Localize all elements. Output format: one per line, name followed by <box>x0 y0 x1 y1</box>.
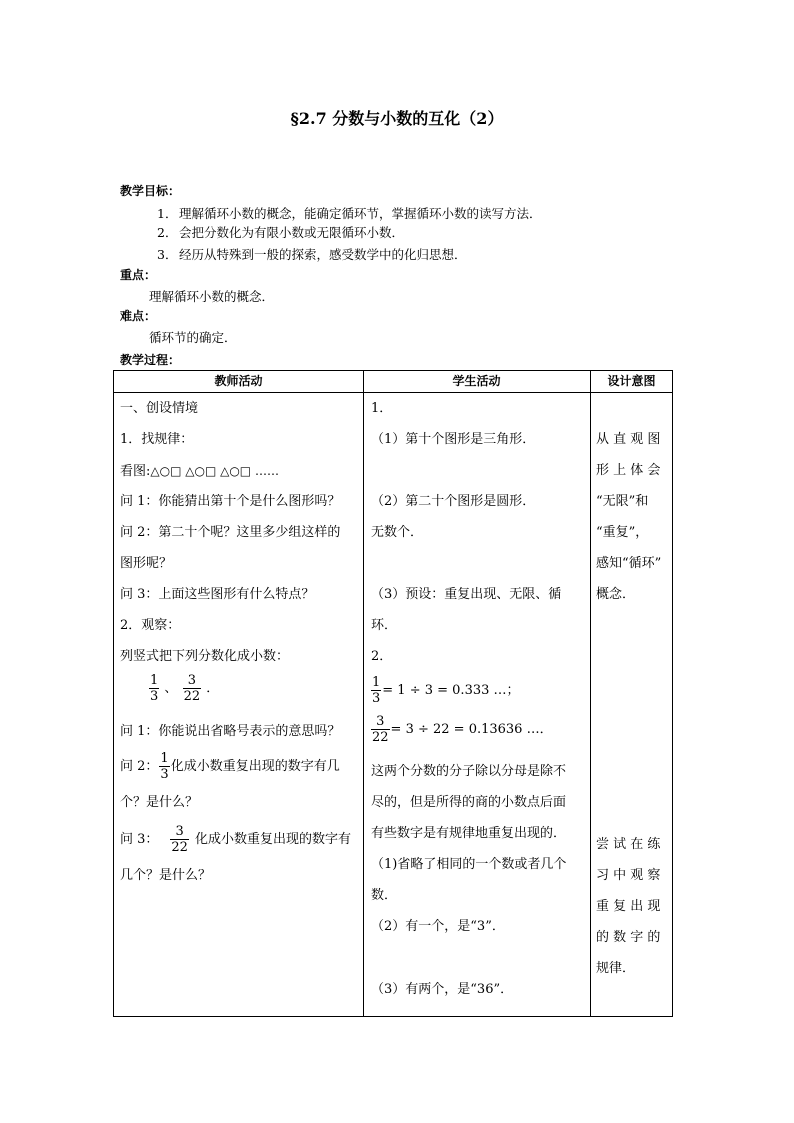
objective-number: 1． <box>157 206 178 221</box>
design-line: 感知“循环” <box>596 556 662 571</box>
student-line: （1）第十个图形是三角形． <box>371 432 536 447</box>
fraction-list <box>148 673 219 704</box>
student-equation <box>370 714 553 745</box>
teacher-line: 列竖式把下列分数化成小数： <box>120 649 290 664</box>
design-line: “无限”和 <box>596 494 649 509</box>
objective-number: 3． <box>157 247 178 262</box>
student-line: 1． <box>371 401 393 416</box>
student-line: 2． <box>371 649 393 664</box>
header-teacher: 教师活动 <box>214 374 263 388</box>
design-line: “重复”， <box>596 525 649 540</box>
objective-item <box>157 204 542 222</box>
teacher-line: 问 3：上面这些图形有什么特点？ <box>120 587 315 602</box>
header-design: 设计意图 <box>607 374 656 388</box>
question-prefix: 问 3： <box>120 832 159 847</box>
column-divider <box>590 371 591 1016</box>
column-divider <box>363 371 364 1016</box>
design-line: 习 中 观 察 <box>596 868 661 883</box>
separator: 、 <box>164 681 178 696</box>
teacher-line: 几个？是什么？ <box>120 868 212 883</box>
design-line: 重 复 出 现 <box>596 899 661 914</box>
difficulty-label: 难点： <box>120 309 157 323</box>
lesson-table <box>113 370 673 1017</box>
design-line: 的 数 字 的 <box>596 930 661 945</box>
teacher-line: 问 2：第二十个呢？这里多少组这样的 <box>120 525 341 540</box>
student-line: 数． <box>371 888 398 903</box>
equation-text: = 3 ÷ 22 = 0.13636 …． <box>390 722 553 737</box>
teacher-line: 问 1：你能说出省略号表示的意思吗？ <box>120 724 341 739</box>
teacher-line: 图形呢？ <box>120 556 173 571</box>
design-line: 形 上 体 会 <box>596 463 661 478</box>
student-line: 尽的，但是所得的商的小数点后面 <box>371 795 567 810</box>
student-line: （3）有两个，是“36”． <box>371 982 514 997</box>
teacher-line <box>120 751 340 782</box>
objective-text: 理解循环小数的概念，能确定循环节，掌握循环小数的读写方法． <box>179 206 542 221</box>
student-line: 无数个． <box>371 525 424 540</box>
question-text: 化成小数重复出现的数字有 <box>194 832 351 847</box>
student-line: （2）第二十个图形是圆形． <box>371 494 536 509</box>
student-line: 有些数字是有规律地重复出现的． <box>371 826 567 841</box>
fraction: $\frac{3}{22}$ <box>372 714 389 745</box>
process-label: 教学过程： <box>120 353 181 367</box>
design-line: 尝 试 在 练 <box>596 837 661 852</box>
student-equation <box>370 675 520 706</box>
teacher-line: 1．找规律： <box>120 432 194 447</box>
objectives-label: 教学目标： <box>120 184 181 198</box>
teacher-line <box>120 462 279 481</box>
equation-text: = 1 ÷ 3 = 0.333 …； <box>382 683 520 698</box>
end-mark: ． <box>206 681 220 696</box>
design-line: 概念． <box>596 587 636 602</box>
fraction: $\frac{3}{22}$ <box>171 824 188 855</box>
objective-text: 会把分数化为有限小数或无限循环小数． <box>179 225 405 240</box>
student-line: （2）有一个，是“3”． <box>371 919 505 934</box>
teacher-line-prefix: 看图: <box>120 464 151 479</box>
shape-sequence: △○□ △○□ △○□ …… <box>150 464 279 478</box>
key-point-label: 重点： <box>120 268 157 282</box>
question-prefix: 问 2： <box>120 759 159 774</box>
teacher-line: 2．观察： <box>120 618 181 633</box>
student-line: （3）预设：重复出现、无限、循 <box>371 587 562 602</box>
teacher-line: 一、创设情境 <box>120 401 199 416</box>
fraction: $\frac{1}{3}$ <box>150 673 159 704</box>
objective-item <box>157 245 467 263</box>
question-text: 化成小数重复出现的数字有几 <box>170 759 340 774</box>
objective-text: 经历从特殊到一般的探索，感受数学中的化归思想． <box>179 247 467 262</box>
header-divider <box>114 392 672 393</box>
page-title: §2.7 分数与小数的互化（2） <box>290 109 504 128</box>
teacher-line <box>120 824 351 855</box>
design-line: 从 直 观 图 <box>596 432 661 447</box>
fraction: $\frac{1}{3}$ <box>160 751 169 782</box>
student-line: （1)省略了相同的一个数或者几个 <box>371 857 567 872</box>
difficulty-text: 循环节的确定． <box>149 330 237 345</box>
student-line: 这两个分数的分子除以分母是除不 <box>371 764 567 779</box>
fraction: $\frac{3}{22}$ <box>183 673 201 704</box>
header-student: 学生活动 <box>452 374 501 388</box>
key-point-text: 理解循环小数的概念． <box>149 289 275 304</box>
fraction: $\frac{1}{3}$ <box>372 675 381 706</box>
objective-number: 2． <box>157 225 178 240</box>
design-line: 规律． <box>596 961 636 976</box>
teacher-line: 问 1：你能猜出第十个是什么图形吗？ <box>120 494 341 509</box>
teacher-line: 个？是什么？ <box>120 795 199 810</box>
student-line: 环． <box>371 618 398 633</box>
objective-item <box>157 223 404 241</box>
